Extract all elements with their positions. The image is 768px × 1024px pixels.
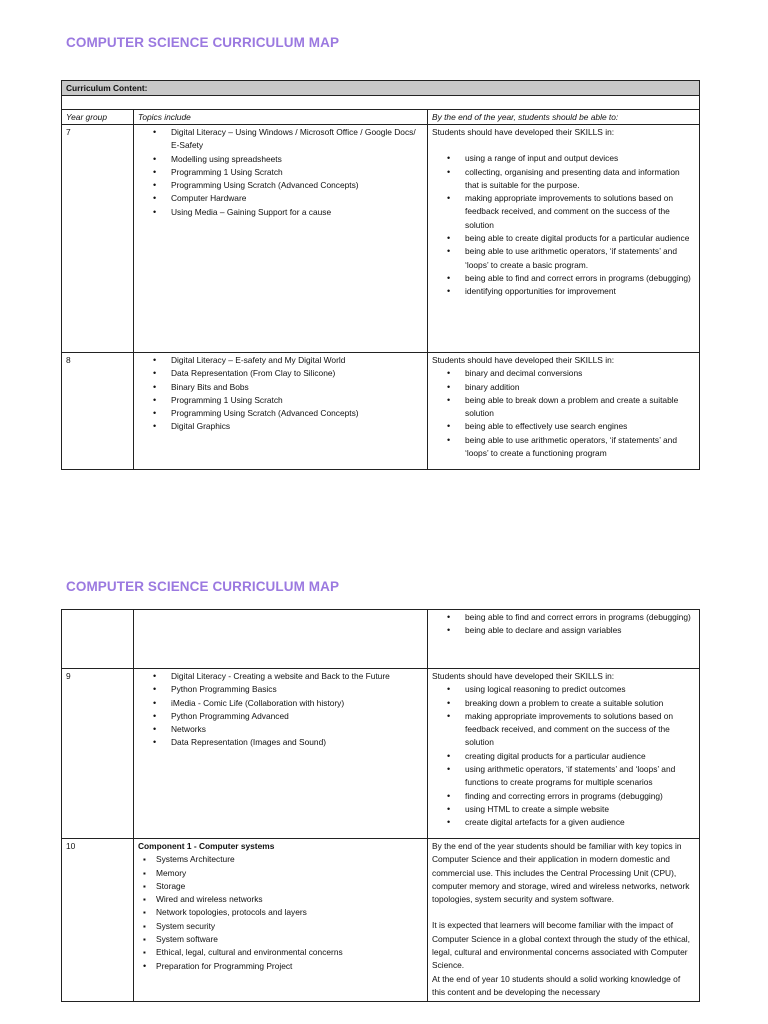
table-row-continued [62, 610, 700, 669]
component-heading: Component 1 - Computer systems [138, 841, 275, 851]
list-item: • Digital Graphics [171, 420, 423, 433]
list-item: • being able to find and correct errors in programs (debugging) [465, 611, 695, 624]
list-item: • using logical reasoning to predict outcomes [465, 683, 695, 696]
list-item: • Programming Using Scratch (Advanced Concepts) [171, 407, 423, 420]
list-item: • being able to use arithmetic operators, ‘if statements’ and ‘loops’ to create a basic program. [465, 245, 695, 272]
topics-cell [134, 125, 428, 353]
table-row-year-8 [62, 353, 700, 470]
list-item: • Digital Literacy - Creating a website and Back to the Future [171, 670, 423, 683]
outcomes-cell [428, 839, 700, 1002]
curriculum-table-1 [61, 80, 700, 470]
outcomes-cell [428, 610, 700, 669]
topics-cell [134, 669, 428, 839]
list-item: ▪ Ethical, legal, cultural and environmental concerns [156, 946, 423, 959]
list-item: • Computer Hardware [171, 192, 423, 205]
outcomes-cell [428, 669, 700, 839]
list-item: • being able to break down a problem and create a suitable solution [465, 394, 695, 421]
list-item: • being able to effectively use search engines [465, 420, 695, 433]
skills-list [432, 683, 695, 829]
year-cell [62, 610, 134, 669]
list-item: • Programming 1 Using Scratch [171, 166, 423, 179]
list-item: • Preparation for Programming Project [156, 960, 423, 973]
column-header-row [62, 110, 700, 125]
skills-list [432, 367, 695, 460]
list-item: • Using Media – Gaining Support for a cause [171, 206, 423, 219]
list-item: • Programming 1 Using Scratch [171, 394, 423, 407]
list-item: ▪ Storage [156, 880, 423, 893]
list-item: • Digital Literacy – E-safety and My Digital World [171, 354, 423, 367]
spacer-row [62, 96, 700, 110]
list-item: • Digital Literacy – Using Windows / Microsoft Office / Google Docs/ E-Safety [171, 126, 423, 153]
list-item: • binary addition [465, 381, 695, 394]
list-item: ▪ Systems Architecture [156, 853, 423, 866]
list-item: • Data Representation (Images and Sound) [171, 736, 423, 749]
list-item: • create digital artefacts for a given audience [465, 816, 695, 829]
table-row-year-7 [62, 125, 700, 353]
topics-list [138, 670, 423, 750]
col-topics: Topics include [134, 110, 428, 125]
list-item: ▪ System software [156, 933, 423, 946]
list-item: • making appropriate improvements to solutions based on feedback received, and comment on the success of the solution [465, 192, 695, 232]
year-cell: 10 [62, 839, 134, 1002]
list-item: ▪ Wired and wireless networks [156, 893, 423, 906]
list-item: • Modelling using spreadsheets [171, 153, 423, 166]
list-item: • being able to find and correct errors in programs (debugging) [465, 272, 695, 285]
year-cell: 9 [62, 669, 134, 839]
list-item: • breaking down a problem to create a suitable solution [465, 697, 695, 710]
skills-intro: Students should have developed their SKILLS in: [432, 671, 615, 681]
outcomes-paragraph: It is expected that learners will become familiar with the impact of Computer Science in a global context through the study of the ethical, legal, cultural and environmental concerns associated with Computer Science. [432, 920, 690, 971]
table-header-row [62, 81, 700, 96]
list-item: • collecting, organising and presenting data and information that is suitable for the purpose. [465, 166, 695, 193]
list-item: • iMedia - Comic Life (Collaboration with history) [171, 697, 423, 710]
skills-intro: Students should have developed their SKILLS in: [432, 355, 615, 365]
list-item: • using a range of input and output devices [465, 152, 695, 165]
list-item: • Python Programming Basics [171, 683, 423, 696]
list-item: • being able to declare and assign variables [465, 624, 695, 637]
topics-list [138, 853, 423, 973]
topics-cell [134, 839, 428, 1002]
list-item: ▪ Memory [156, 867, 423, 880]
topics-cell [134, 353, 428, 470]
page-title: COMPUTER SCIENCE CURRICULUM MAP [66, 35, 340, 50]
list-item: • Programming Using Scratch (Advanced Concepts) [171, 179, 423, 192]
list-item: ▪ System security [156, 920, 423, 933]
col-year-group: Year group [62, 110, 134, 125]
outcomes-cell [428, 353, 700, 470]
skills-list [432, 152, 695, 298]
list-item: • being able to create digital products for a particular audience [465, 232, 695, 245]
year-cell: 8 [62, 353, 134, 470]
list-item: • being able to use arithmetic operators, ‘if statements’ and ‘loops’ to create a functioning program [465, 434, 695, 461]
table-row-year-10 [62, 839, 700, 1002]
outcomes-cell [428, 125, 700, 353]
year-cell: 7 [62, 125, 134, 353]
list-item: • identifying opportunities for improvement [465, 285, 695, 298]
list-item: • Python Programming Advanced [171, 710, 423, 723]
curriculum-table-2 [61, 609, 700, 1002]
topics-list [138, 354, 423, 434]
list-item: • finding and correcting errors in programs (debugging) [465, 790, 695, 803]
list-item: • Data Representation (From Clay to Silicone) [171, 367, 423, 380]
list-item: • using arithmetic operators, ‘if statements’ and ‘loops’ and functions to create programs for multiple scenarios [465, 763, 695, 790]
list-item: • creating digital products for a particular audience [465, 750, 695, 763]
skills-list [432, 611, 695, 638]
page-title: COMPUTER SCIENCE CURRICULUM MAP [66, 579, 340, 594]
topics-list [138, 126, 423, 219]
skills-intro: Students should have developed their SKILLS in: [432, 127, 615, 137]
list-item: • Networks [171, 723, 423, 736]
list-item: • using HTML to create a simple website [465, 803, 695, 816]
topics-cell [134, 610, 428, 669]
col-outcomes: By the end of the year, students should be able to: [428, 110, 700, 125]
list-item: • making appropriate improvements to solutions based on feedback received, and comment on the success of the solution [465, 710, 695, 750]
table-row-year-9 [62, 669, 700, 839]
outcomes-paragraph: By the end of the year students should be familiar with key topics in Computer Science and their application in modern domestic and commercial use. This includes the Central Processing Unit (CPU), computer memory and storage, wired and wireless networks, network topologies, system security and system software. [432, 841, 690, 905]
list-item: ▪ Network topologies, protocols and layers [156, 906, 423, 919]
curriculum-content-header: Curriculum Content: [62, 81, 700, 96]
outcomes-paragraph: At the end of year 10 students should a solid working knowledge of this content and be developing the necessary [432, 973, 681, 997]
list-item: • binary and decimal conversions [465, 367, 695, 380]
list-item: • Binary Bits and Bobs [171, 381, 423, 394]
